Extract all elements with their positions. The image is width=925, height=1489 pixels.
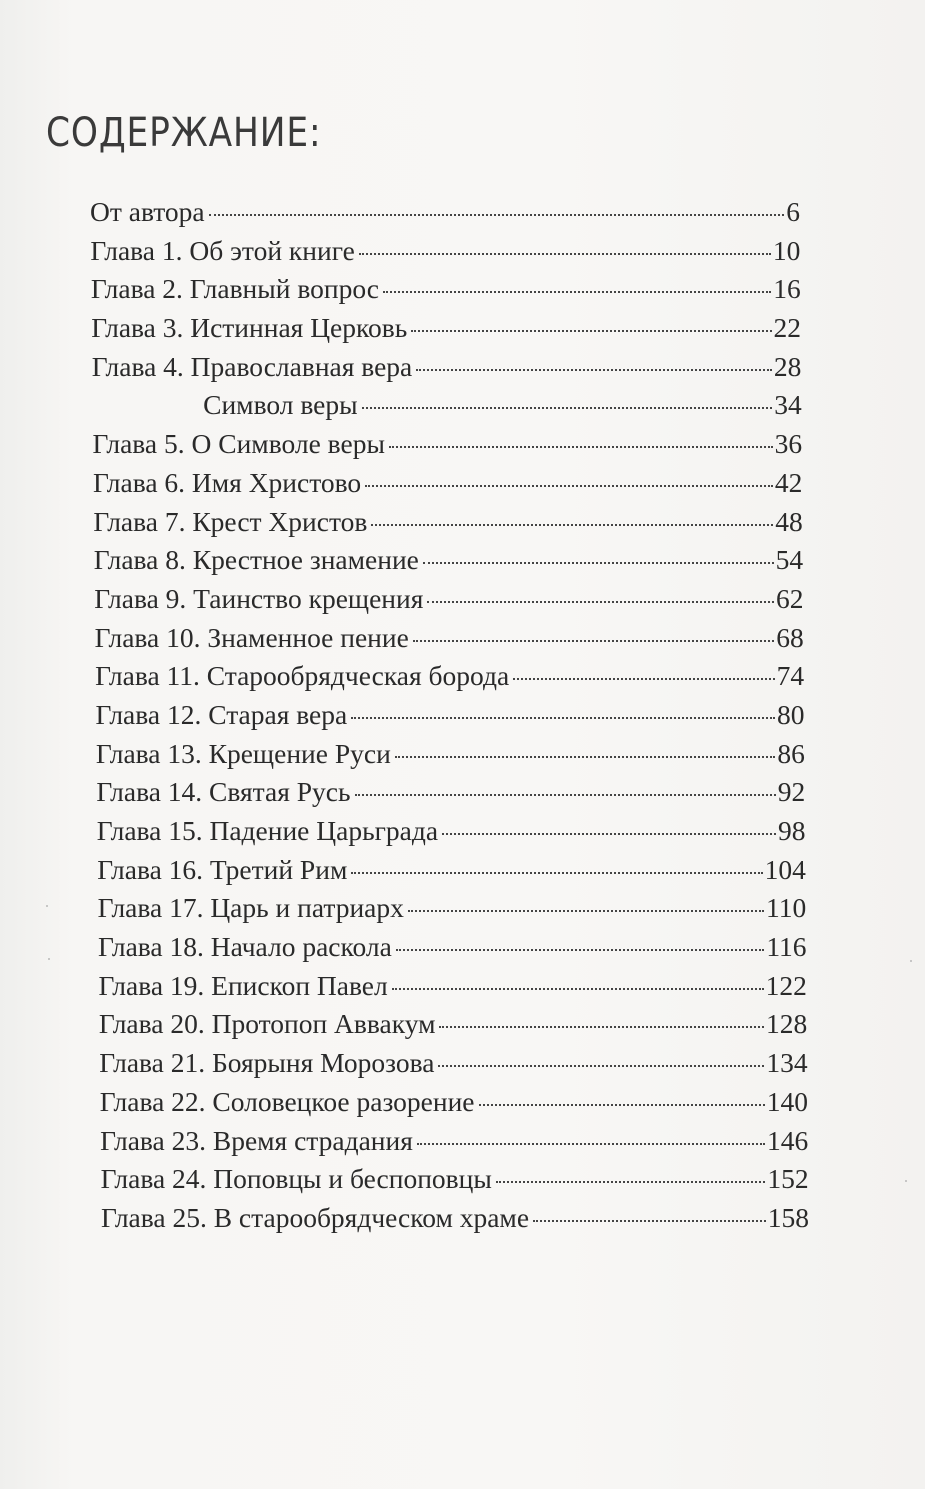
toc-entry-page-number: 158 xyxy=(767,1201,809,1233)
toc-entry-page-number: 34 xyxy=(774,389,802,421)
toc-entry-page-number: 134 xyxy=(766,1047,808,1079)
toc-entry-page-number: 36 xyxy=(774,428,803,460)
toc-entry xyxy=(0,270,801,309)
toc-entry xyxy=(0,1122,808,1161)
scan-speck xyxy=(48,958,50,960)
dot-leader xyxy=(355,793,776,796)
toc-entry-title: Глава 22. Соловецкое разорение xyxy=(99,1085,475,1117)
toc-entry-title: Глава 13. Крещение Руси xyxy=(95,737,391,769)
toc-entry-title: Глава 3. Истинная Церковь xyxy=(91,312,408,344)
toc-entry-page-number: 42 xyxy=(774,466,803,498)
dot-leader xyxy=(351,716,775,719)
toc-entry-title: Глава 5. О Символе веры xyxy=(92,428,385,460)
toc-entry-page-number: 110 xyxy=(765,892,807,924)
dot-leader xyxy=(513,677,774,680)
dot-leader xyxy=(417,1142,765,1145)
dot-leader xyxy=(395,755,776,758)
toc-entry xyxy=(0,967,807,1006)
scan-speck xyxy=(905,1180,907,1182)
toc-entry xyxy=(0,232,800,271)
toc-entry xyxy=(0,851,806,890)
toc-entry xyxy=(0,1199,809,1238)
scan-speck xyxy=(46,905,48,907)
dot-leader xyxy=(362,406,773,409)
toc-entry-title: Глава 19. Епископ Павел xyxy=(98,969,388,1001)
dot-leader xyxy=(438,1064,764,1067)
toc-entry xyxy=(0,348,801,387)
toc-entry-page-number: 48 xyxy=(775,505,803,537)
toc-entry-title: От автора xyxy=(90,196,205,227)
toc-entry-page-number: 104 xyxy=(764,853,806,885)
toc-entry-title: Глава 11. Старообрядческая борода xyxy=(95,660,510,692)
toc-entry-page-number: 92 xyxy=(777,776,806,808)
toc-entry-title: Глава 17. Царь и патриарх xyxy=(97,892,404,924)
dot-leader xyxy=(423,561,774,564)
toc-entry-page-number: 28 xyxy=(773,350,802,382)
toc-entry-title: Глава 15. Падение Царьграда xyxy=(96,815,439,846)
toc-entry-title: Глава 24. Поповцы и беспоповцы xyxy=(100,1163,492,1195)
toc-entry-page-number: 62 xyxy=(775,582,804,614)
toc-entry-page-number: 146 xyxy=(767,1124,809,1156)
toc-entry-page-number: 116 xyxy=(766,931,807,963)
toc-entry-title: Глава 25. В старообрядческом храме xyxy=(101,1201,530,1233)
toc-entry-title: Глава 14. Святая Русь xyxy=(96,776,351,808)
dot-leader xyxy=(383,290,771,293)
dot-leader xyxy=(416,368,772,371)
dot-leader xyxy=(427,600,774,603)
dot-leader xyxy=(408,909,764,912)
page-title: СОДЕРЖАНИЕ: xyxy=(46,110,322,156)
dot-leader xyxy=(392,987,764,990)
toc-entry-page-number: 10 xyxy=(772,234,801,266)
toc-entry-page-number: 98 xyxy=(778,815,806,846)
toc-entry-page-number: 22 xyxy=(773,312,802,344)
toc-entry-title: Глава 1. Об этой книге xyxy=(90,234,355,266)
toc-entry-page-number: 122 xyxy=(765,969,807,1001)
toc-entry xyxy=(0,386,802,425)
toc-entry-page-number: 152 xyxy=(767,1163,809,1195)
toc-entry-page-number: 74 xyxy=(776,660,805,692)
toc-entry xyxy=(0,889,806,928)
toc-entry-title: Глава 16. Третий Рим xyxy=(97,853,348,885)
toc-entry-title: Глава 9. Таинство крещения xyxy=(94,582,424,614)
dot-leader xyxy=(389,445,773,448)
toc-entry xyxy=(0,1044,808,1083)
toc-entry-title: Глава 6. Имя Христово xyxy=(92,466,362,498)
toc-entry-page-number: 6 xyxy=(786,196,800,227)
toc-entry xyxy=(0,1160,809,1199)
toc-entry xyxy=(0,735,805,774)
dot-leader xyxy=(439,1025,764,1028)
toc-entry-page-number: 140 xyxy=(766,1085,808,1117)
dot-leader xyxy=(365,484,773,487)
toc-entry-title: Глава 12. Старая вера xyxy=(95,698,348,730)
toc-entry xyxy=(0,193,800,232)
dot-leader xyxy=(359,252,771,255)
dot-leader xyxy=(496,1180,766,1183)
toc-entry xyxy=(0,1083,808,1122)
scan-speck xyxy=(910,960,912,962)
toc-entry xyxy=(0,541,803,580)
toc-entry-page-number: 80 xyxy=(777,698,805,730)
toc-entry xyxy=(0,928,807,967)
toc-entry xyxy=(0,425,802,464)
toc-entry-page-number: 68 xyxy=(776,621,804,653)
toc-entry xyxy=(0,309,801,348)
dot-leader xyxy=(209,213,785,216)
toc-entry-title: Глава 23. Время страдания xyxy=(100,1124,413,1156)
toc-entry-title: Глава 2. Главный вопрос xyxy=(90,273,379,305)
toc-entry-title: Глава 18. Начало раскола xyxy=(98,931,392,963)
toc-entry-title: Глава 10. Знаменное пение xyxy=(94,621,409,653)
toc-entry-title: Символ веры xyxy=(203,389,358,421)
dot-leader xyxy=(411,329,771,332)
dot-leader xyxy=(371,523,773,526)
dot-leader xyxy=(396,948,765,951)
table-of-contents xyxy=(0,193,925,1238)
dot-leader xyxy=(442,832,776,835)
toc-entry-title: Глава 4. Православная вера xyxy=(91,350,413,382)
toc-entry-title: Глава 21. Боярыня Морозова xyxy=(99,1047,435,1079)
toc-entry xyxy=(0,657,804,696)
toc-entry xyxy=(0,773,805,812)
toc-entry-page-number: 86 xyxy=(777,737,805,769)
toc-entry xyxy=(0,464,802,503)
toc-entry xyxy=(0,696,805,735)
toc-entry-title: Глава 7. Крест Христов xyxy=(93,505,368,537)
dot-leader xyxy=(351,871,762,874)
dot-leader xyxy=(479,1103,765,1106)
toc-entry xyxy=(0,1005,807,1044)
toc-entry-title: Глава 20. Протопоп Аввакум xyxy=(98,1008,436,1040)
dot-leader xyxy=(533,1219,766,1222)
toc-entry-title: Глава 8. Крестное знамение xyxy=(93,544,419,576)
toc-entry xyxy=(0,580,803,619)
toc-entry-page-number: 16 xyxy=(773,273,801,305)
toc-entry xyxy=(0,812,806,851)
dot-leader xyxy=(413,639,774,642)
toc-entry xyxy=(0,619,804,658)
toc-entry-page-number: 54 xyxy=(775,544,804,576)
toc-entry-page-number: 128 xyxy=(766,1008,808,1040)
toc-entry xyxy=(0,503,803,542)
